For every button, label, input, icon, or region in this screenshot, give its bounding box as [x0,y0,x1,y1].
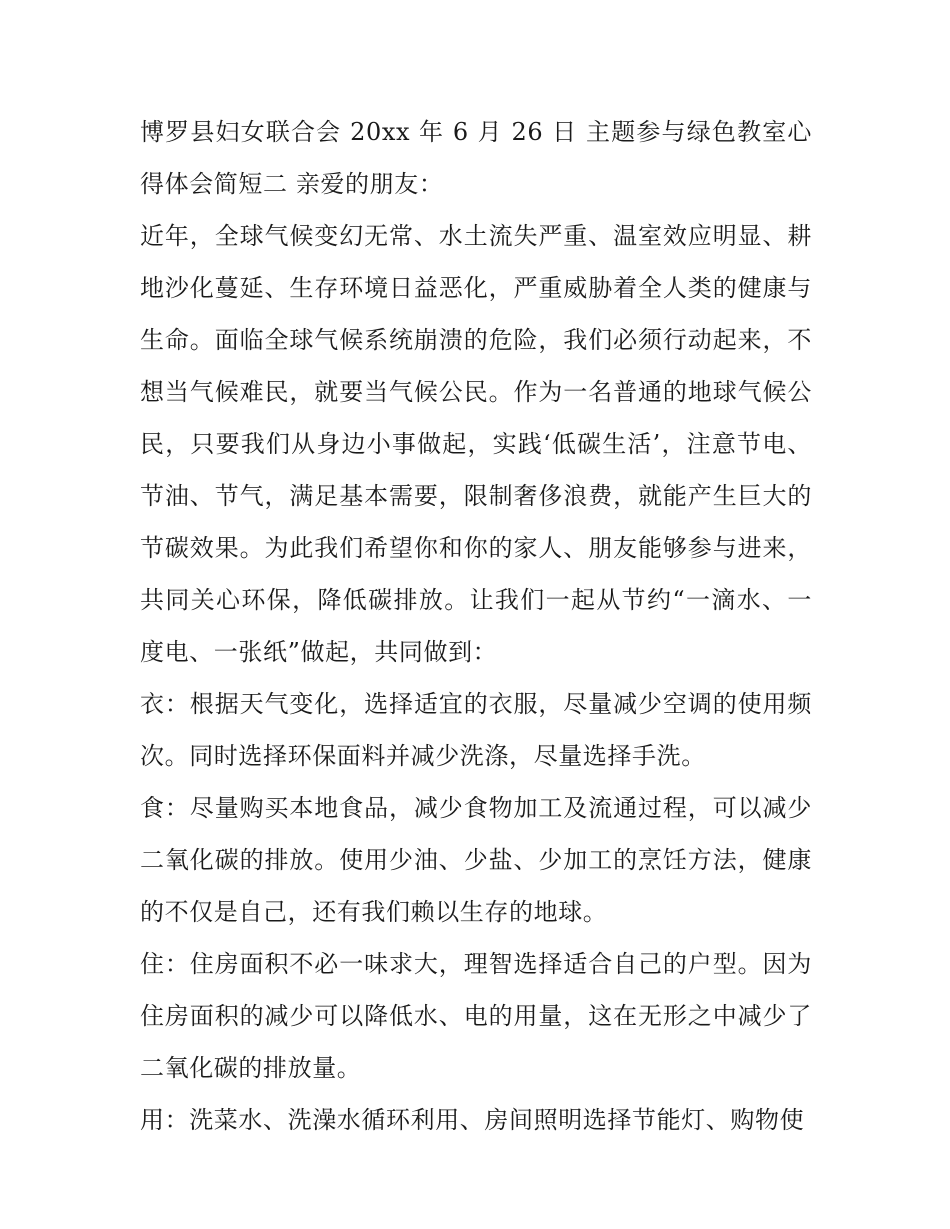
paragraph-intro: 近年，全球气候变幻无常、水土流失严重、温室效应明显、耕地沙化蔓延、生存环境日益恶化，严重威胁着全人类的健康与生命。面临全球气候系统崩溃的危险，我们必须行动起来，不想当气候难民，就要当气候公民。作为一名普通的地球气候公民，只要我们从身边小事做起，实践‘低碳生活’，注意节电、节油、节气，满足基本需要，限制奢侈浪费，就能产生巨大的节碳效果。为此我们希望你和你的家人、朋友能够参与进来，共同关心环保，降低碳排放。让我们一起从节约“一滴水、一度电、一张纸”做起，共同做到： [140,222,812,666]
paragraph-clothing: 衣：根据天气变化，选择适宜的衣服，尽量减少空调的使用频次。同时选择环保面料并减少洗涤，尽量选择手洗。 [140,690,812,770]
paragraph-heading: 博罗县妇女联合会 20xx 年 6 月 26 日 主题参与绿色教室心得体会简短二 亲爱的朋友： [140,118,812,198]
paragraph-food: 食：尽量购买本地食品，减少食物加工及流通过程，可以减少二氧化碳的排放。使用少油、少盐、少加工的烹饪方法，健康的不仅是自己，还有我们赖以生存的地球。 [140,794,812,926]
document-body [140,106,812,1146]
paragraph-usage: 用：洗菜水、洗澡水循环利用、房间照明选择节能灯、购物使 [140,1106,805,1134]
paragraph-housing: 住：住房面积不必一味求大，理智选择适合自己的户型。因为住房面积的减少可以降低水、电的用量，这在无形之中减少了二氧化碳的排放量。 [140,950,812,1082]
